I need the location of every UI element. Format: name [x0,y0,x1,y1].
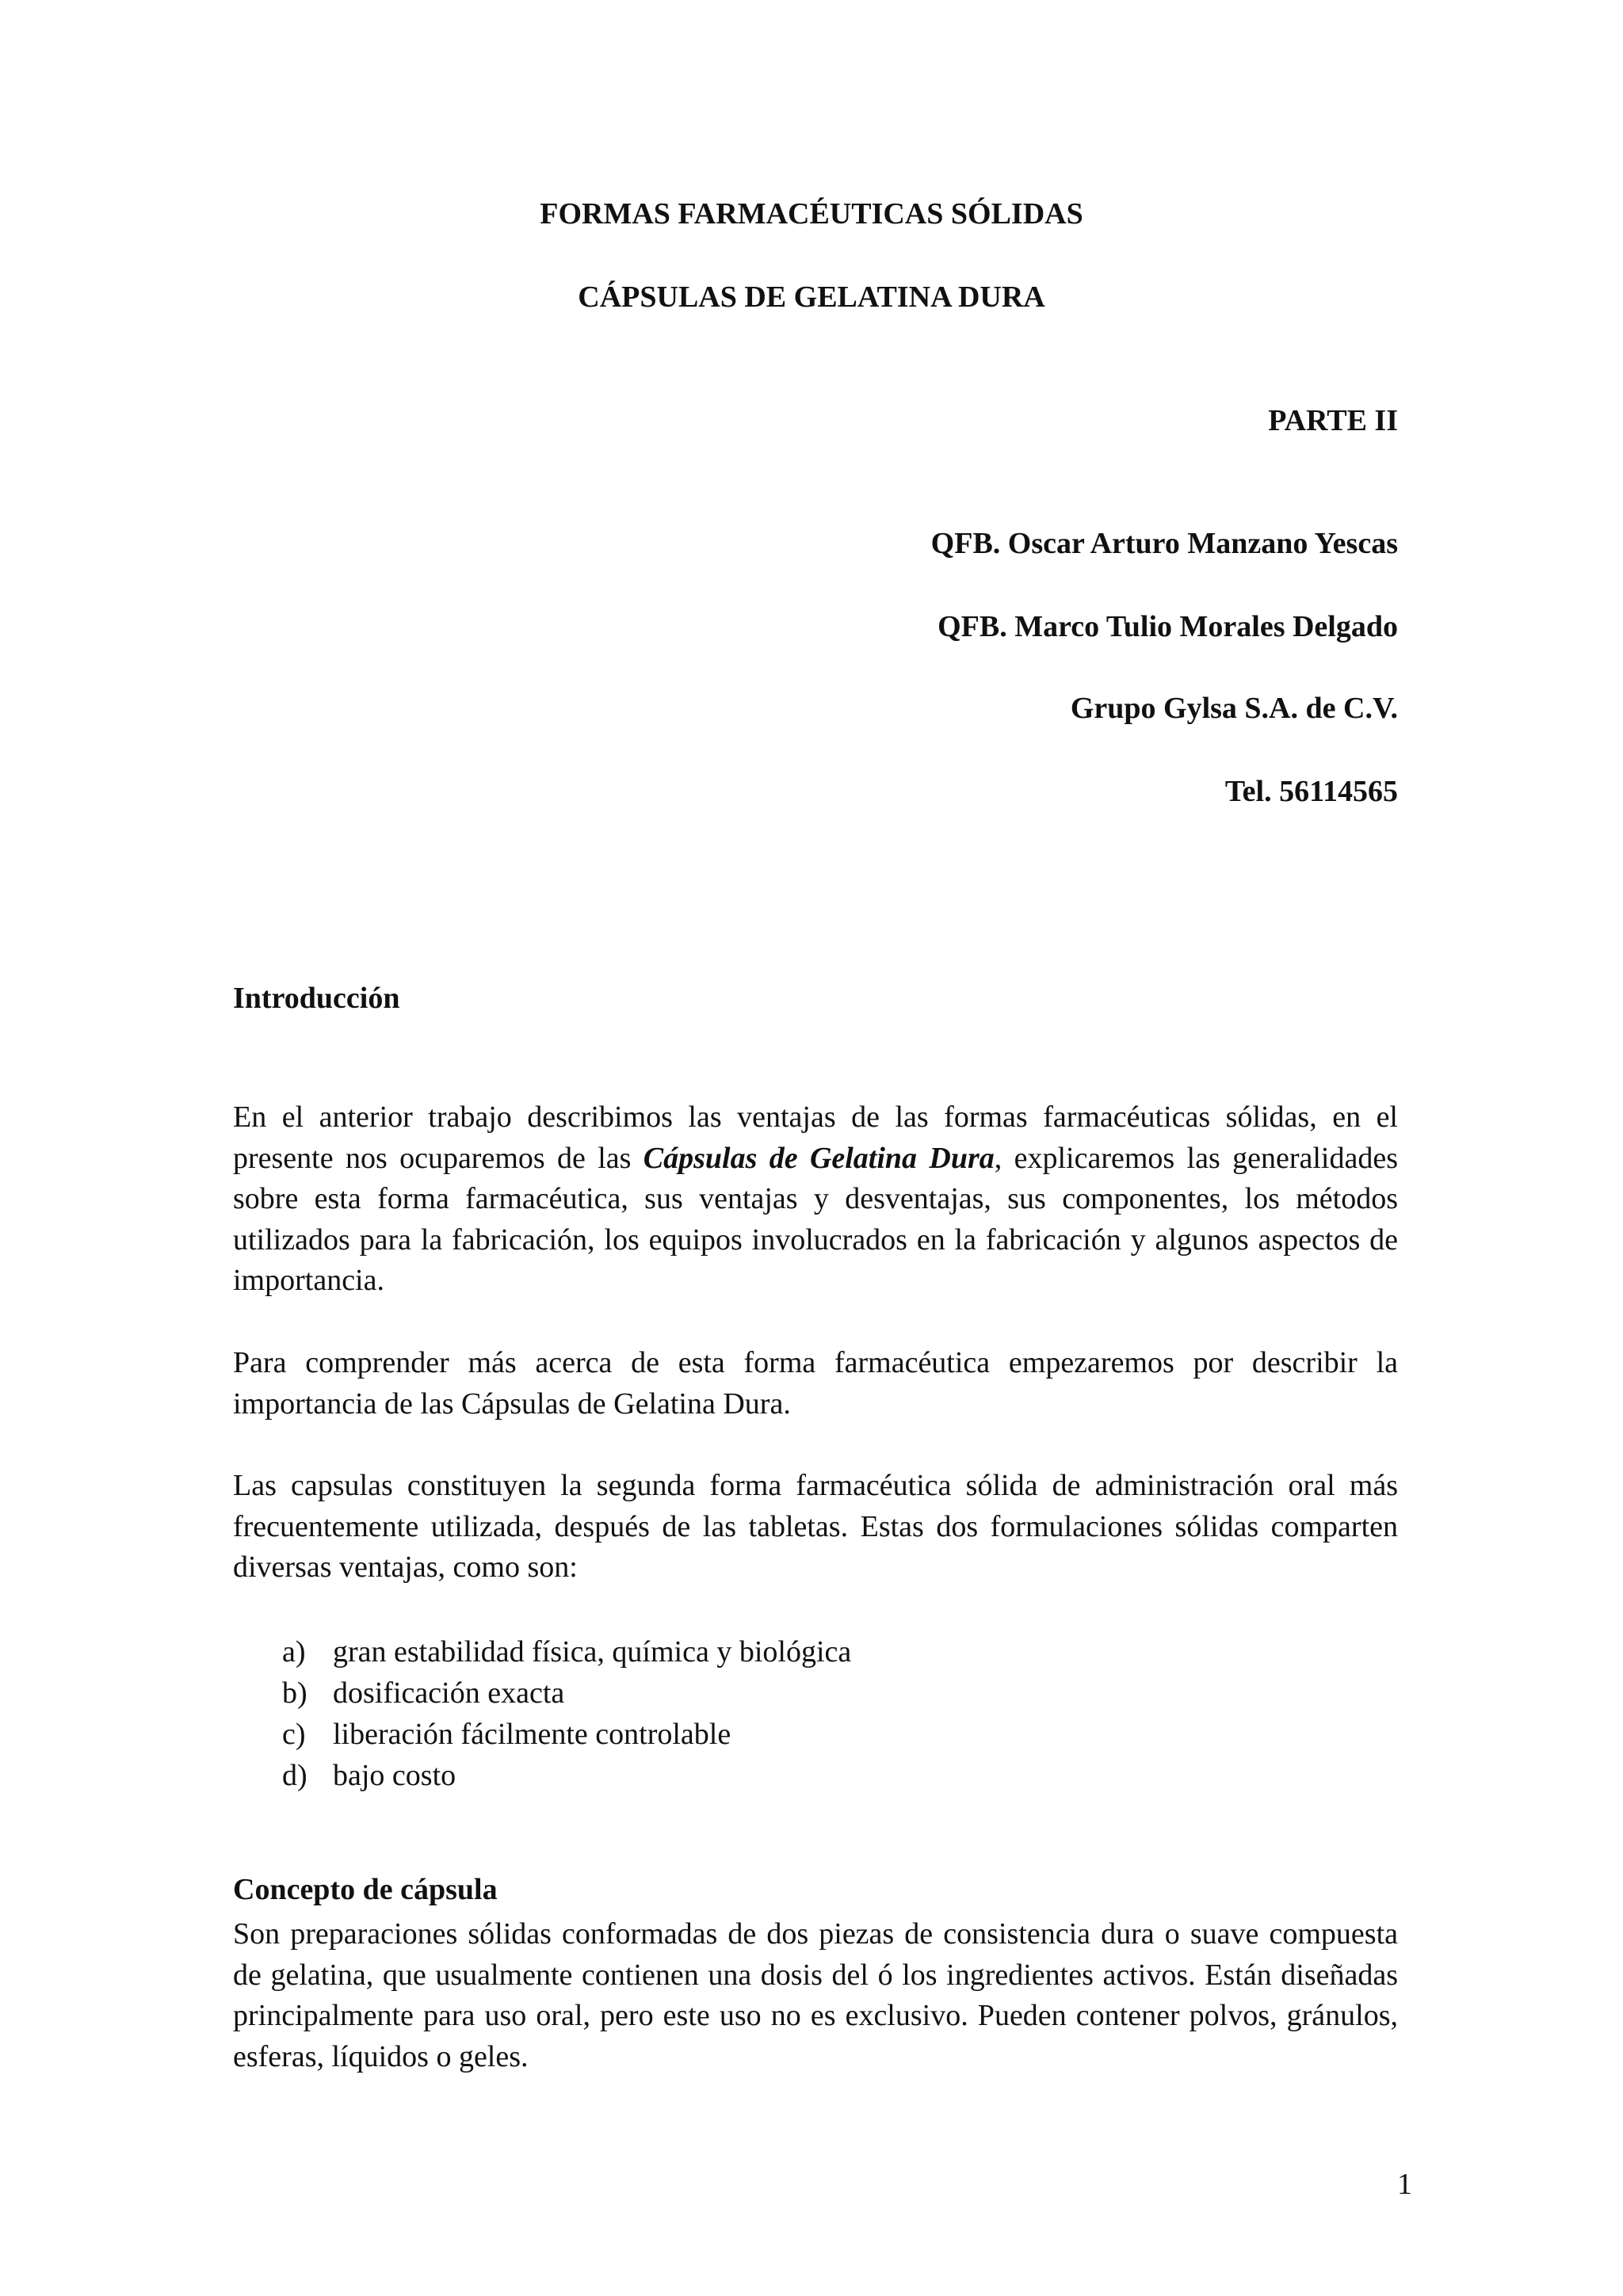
author-2: QFB. Marco Tulio Morales Delgado [938,610,1398,643]
list-marker: b) [282,1676,307,1710]
list-item-text: bajo costo [333,1759,456,1792]
intro-paragraph-3: Las capsulas constituyen la segunda forma farmacéutica sólida de administración oral más frecuentemente utilizada, después de las tabletas. Estas dos formulaciones sólidas comparten diversas ventajas, como son: [233,1469,1398,1584]
introduction-heading: Introducción [233,982,400,1015]
intro-paragraph-1 [233,1097,1398,1302]
phone-number: Tel. 56114565 [1224,775,1398,808]
list-item [282,1672,851,1714]
document-title: FORMAS FARMACÉUTICAS SÓLIDAS [540,197,1083,231]
concept-heading: Concepto de cápsula [233,1873,498,1906]
list-item [282,1755,851,1796]
list-item-text: gran estabilidad física, química y biológica [333,1635,852,1669]
list-item-text: dosificación exacta [333,1676,565,1710]
intro-p1-text-after: , explicaremos las generalidades sobre esta forma farmacéutica, sus ventajas y desventajas, sus componentes, los métodos utilizados para la fabricación, los equipos involucrados en la fabricación y algunos aspectos de importancia. [233,1141,1398,1297]
company-name: Grupo Gylsa S.A. de C.V. [1070,692,1398,725]
part-label: PARTE II [1268,404,1398,437]
concept-paragraph: Son preparaciones sólidas conformadas de dos piezas de consistencia dura o suave compuesta de gelatina, que usualmente contienen una dosis del ó los ingredientes activos. Están diseñadas principalmente para uso oral, pero este uso no es exclusivo. Pueden contener polvos, gránulos, esferas, líquidos o geles. [233,1917,1398,2073]
document-subtitle: CÁPSULAS DE GELATINA DURA [578,280,1045,314]
advantages-list [282,1631,851,1796]
intro-p1-emphasis: Cápsulas de Gelatina Dura [643,1141,995,1175]
author-1: QFB. Oscar Arturo Manzano Yescas [930,527,1398,560]
list-marker: d) [282,1759,307,1792]
list-item [282,1714,851,1755]
page-number: 1 [1397,2168,1412,2201]
intro-p1-text-before: En el anterior trabajo describimos las ventajas de las formas farmacéuticas sólidas, en el presente nos ocuparemos de las [233,1100,1398,1175]
list-item-text: liberación fácilmente controlable [333,1718,731,1751]
list-marker: c) [282,1718,306,1751]
intro-paragraph-2: Para comprender más acerca de esta forma farmacéutica empezaremos por describir la importancia de las Cápsulas de Gelatina Dura. [233,1346,1398,1421]
list-marker: a) [282,1635,306,1669]
list-item [282,1631,851,1672]
